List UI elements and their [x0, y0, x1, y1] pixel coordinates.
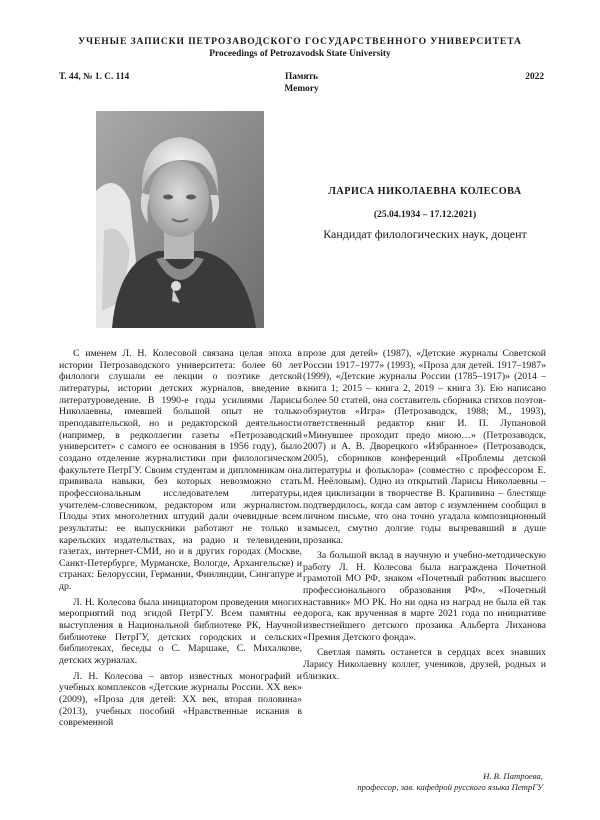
author-signature	[330, 771, 543, 792]
person-name: ЛАРИСА НИКОЛАЕВНА КОЛЕСОВА	[328, 186, 522, 197]
text-column-left	[59, 348, 302, 729]
text-column-right	[303, 348, 546, 682]
paragraph: С именем Л. Н. Колесовой связана целая эпоха в истории Петрозаводского университета: более 60 лет филологи слушали ее лекции о поэтике детской литературы, истории детских журналов, введение в литературоведение. В 1990-е годы усилиями Ларисы Николаевны, имевшей большой опыт не только преподавательской, но и редакторской деятельности (например, в редколлегии газеты «Петрозаводский университет» с самого ее основания в 1956 году), было создано отделение журналистики при филологическом факультете ПетрГУ. Своим студентам и дипломникам она прививала навыки, без которых невозможно стать профессиональным исследователем литературы, учителем-словесником, редактором или журналистом. Плоды этих многолетних штудий дали очевидные всем результаты: ее выпускники работают не только в карельских издательствах, на радио и телевидении, газетах, интернет-СМИ, но и в других городах (Москве, Санкт-Петербурге, Мурманске, Вологде, Архангельске) и странах: Белоруссии, Германии, Финляндии, Сингапуре и др.	[59, 348, 302, 593]
journal-header	[0, 36, 600, 60]
section-title-en: Memory	[284, 84, 319, 94]
signature-affiliation: профессор, зав. кафедрой русского языка ПетрГУ	[357, 781, 543, 792]
paragraph: прозе для детей» (1987), «Детские журналы Советской России 1917–1977» (1993), «Проза для детей. 1917–1987» (1999), «Детские журналы России (1785–1917)» (2014 – книга 1; 2015 – книга 2, 2019 – книга 3). Ею написано более 50 статей, она составитель сборника стихов поэтов-обэриутов «Игра» (Петрозаводск, 1988; М., 1993), ответственный редактор книг И. П. Лупановой «Минувшее проходит предо мною…» (Петрозаводск, 2007) и А. В. Дворецкого «Избранное» (Петрозаводск, 2005), сборников конференций «Проблемы детской литературы и фольклора» (совместно с профессором Е. М. Неёловым). Одно из открытий Ларисы Николаевны – идея циклизации в творчестве В. Крапивина – блестяще подтвердилось, когда сам автор с изумлением сообщил в личном письме, что она точно угадала композиционный замысел, смутно долгие годы вызревавший в душе прозаика.	[303, 348, 546, 546]
journal-title-ru: УЧЕНЫЕ ЗАПИСКИ ПЕТРОЗАВОДСКОГО ГОСУДАРСТВЕННОГО УНИВЕРСИТЕТА	[78, 36, 522, 47]
section-heading	[59, 71, 544, 95]
paragraph: Л. Н. Колесова была инициатором проведения многих мероприятий под эгидой ПетрГУ. Всем памятны ее выступления в Национальной библиотеке РК, Научной библиотеке ПетрГУ, детских городских и сельских библиотеках, беседы о С. Маршаке, С. Михалкове, детских журналах.	[59, 596, 302, 667]
academic-degree: Кандидат филологических наук, доцент	[323, 227, 527, 241]
life-dates: (25.04.1934 – 17.12.2021)	[373, 209, 477, 220]
volume-issue-pages: Т. 44, № 1. С. 114	[59, 72, 130, 82]
publication-year: 2022	[525, 72, 544, 82]
journal-title-en: Proceedings of Petrozavodsk State University	[209, 49, 391, 59]
section-title-ru: Память	[284, 72, 318, 82]
portrait-photo	[96, 111, 264, 328]
person-heading	[300, 185, 550, 242]
paragraph: Л. Н. Колесова – автор известных монографий и учебных комплексов «Детские журналы России. XX век» (2009), «Проза для детей: XX век, вторая половина» (2013), учебных пособий «Нравственные искания в современной	[59, 670, 302, 729]
paragraph: За большой вклад в научную и учебно-методическую работу Л. Н. Колесова была награждена Почетной грамотой МО РФ, знаком «Почетный работник высшего профессионального образования РФ», «Почетный наставник» МО РК. Но ни одна из наград не была ей так дорога, как врученная в марте 2021 года по инициативе известнейшего детского прозаика Альберта Лиханова «Премия Детского фонда».	[303, 550, 546, 643]
signature-author: Н. В. Патроева,	[483, 771, 543, 781]
paragraph: Светлая память останется в сердцах всех знавших Ларису Николаевну коллег, учеников, друзей, родных и близких.	[303, 647, 546, 682]
